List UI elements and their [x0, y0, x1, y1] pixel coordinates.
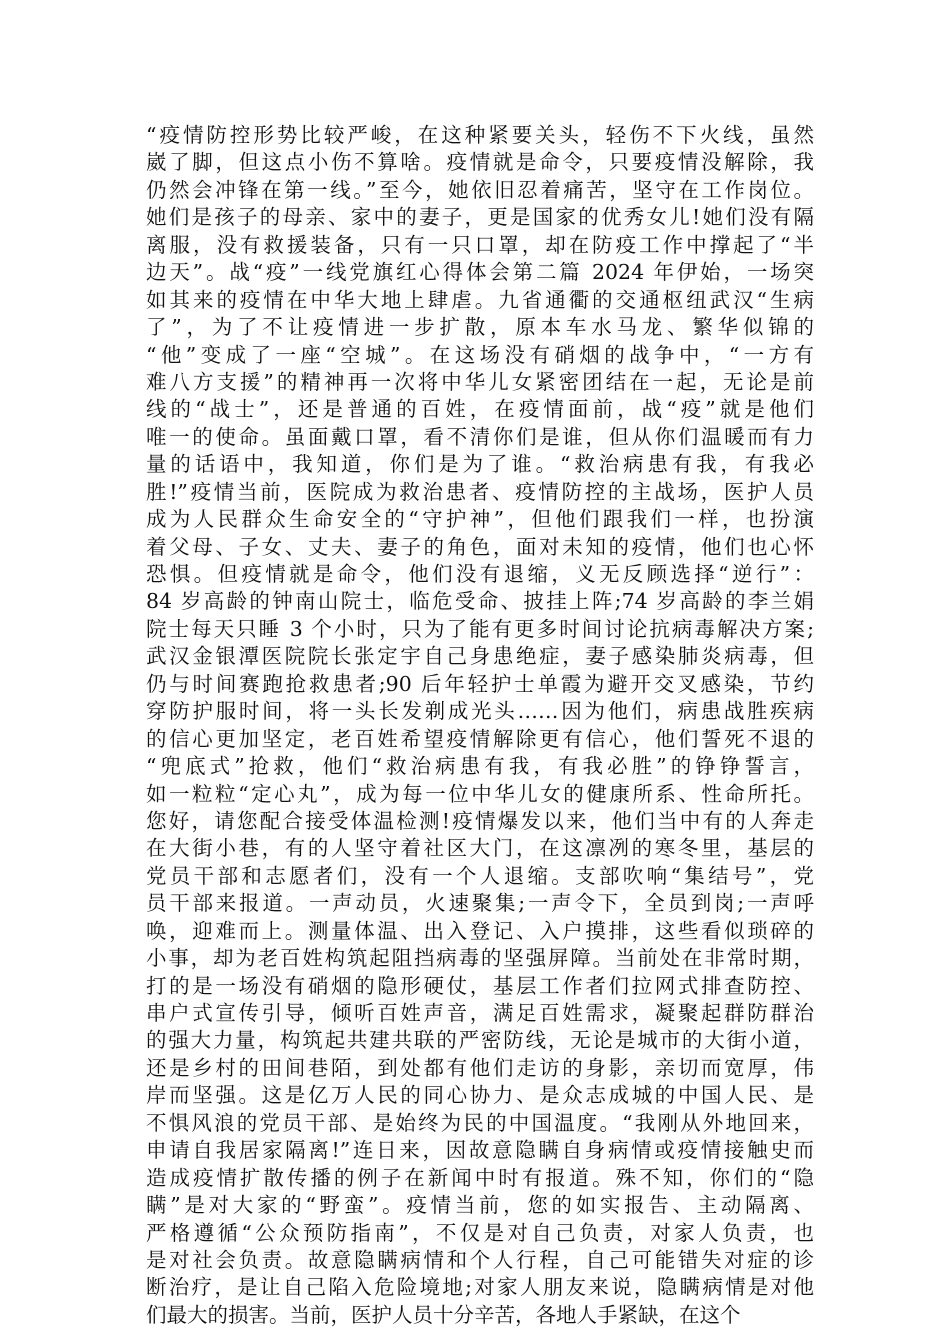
text-line: 员干部来报道。一声动员，火速聚集;一声令下，全员到岗;一声呼 [146, 891, 814, 916]
text-line: 打的是一场没有硝烟的隐形硬仗，基层工作者们拉网式排查防控、 [146, 973, 814, 998]
text-line: 岸而坚强。这是亿万人民的同心协力、是众志成城的中国人民、是 [146, 1083, 814, 1108]
text-line: “他”变成了一座“空城”。在这场没有硝烟的战争中，“一方有 [146, 342, 814, 367]
text-line: 恐惧。但疫情就是命令，他们没有退缩，义无反顾选择“逆行”： [146, 562, 814, 586]
text-line: 院士每天只睡 3 个小时，只为了能有更多时间讨论抗病毒解决方案; [146, 616, 814, 641]
text-line: 唤，迎难而上。测量体温、出入登记、入户摸排，这些看似琐碎的 [146, 918, 814, 943]
text-line: 串户式宣传引导，倾听百姓声音，满足百姓需求，凝聚起群防群治 [146, 1001, 814, 1025]
text-line: 难八方支援”的精神再一次将中华儿女紧密团结在一起，无论是前 [146, 369, 814, 394]
text-line: “疫情防控形势比较严峻，在这种紧要关头，轻伤不下火线，虽然 [146, 123, 814, 147]
text-line: 如一粒粒“定心丸”，成为每一位中华儿女的健康所系、性命所托。 [146, 781, 814, 806]
text-line: 仍与时间赛跑抢救患者;90 后年轻护士单霞为避开交叉感染，节约 [146, 671, 814, 696]
text-line: 84 岁高龄的钟南山院士，临危受命、披挂上阵;74 岁高龄的李兰娟 [146, 589, 814, 614]
text-line: 穿防护服时间，将一头长发剃成光头……因为他们，病患战胜疾病 [146, 699, 814, 724]
text-line: 崴了脚，但这点小伤不算啥。疫情就是命令，只要疫情没解除，我 [146, 150, 814, 175]
text-line: 线的“战士”，还是普通的百姓，在疫情面前，战“疫”就是他们 [146, 397, 814, 422]
text-line: 不惧风浪的党员干部、是始终为民的中国温度。“我刚从外地回来， [146, 1110, 814, 1135]
text-line: 成为人民群众生命安全的“守护神”，但他们跟我们一样，也扮演 [146, 507, 814, 532]
text-line: “兜底式”抢救，他们“救治病患有我，有我必胜”的铮铮誓言， [146, 754, 814, 779]
text-line: 您好，请您配合接受体温检测!疫情爆发以来，他们当中有的人奔走 [146, 808, 814, 833]
text-line: 边天”。战“疫”一线党旗红心得体会第二篇 2024 年伊始，一场突 [146, 260, 814, 285]
text-line: 仍然会冲锋在第一线。”至今，她依旧忍着痛苦，坚守在工作岗位。 [146, 177, 814, 202]
text-line: 如其来的疫情在中华大地上肆虐。九省通衢的交通枢纽武汉“生病 [146, 287, 814, 312]
text-line: 着父母、子女、丈夫、妻子的角色，面对未知的疫情，他们也心怀 [146, 534, 814, 559]
text-line: 唯一的使命。虽面戴口罩，看不清你们是谁，但从你们温暖而有力 [146, 424, 814, 449]
body-text [146, 122, 814, 1329]
text-line: 断治疗，是让自己陷入危险境地;对家人朋友来说，隐瞒病情是对他 [146, 1275, 814, 1300]
text-line: 在大街小巷，有的人坚守着社区大门，在这凛冽的寒冬里，基层的 [146, 836, 814, 861]
text-line: 量的话语中，我知道，你们是为了谁。“救治病患有我，有我必 [146, 452, 814, 477]
text-line: 的强大力量，构筑起共建共联的严密防线，无论是城市的大街小道， [146, 1028, 814, 1053]
text-line: 她们是孩子的母亲、家中的妻子，更是国家的优秀女儿!她们没有隔 [146, 205, 814, 230]
text-line: 了”，为了不让疫情进一步扩散，原本车水马龙、繁华似锦的 [146, 315, 814, 340]
text-line: 申请自我居家隔离!”连日来，因故意隐瞒自身病情或疫情接触史而 [146, 1138, 814, 1163]
text-line: 党员干部和志愿者们，没有一个人退缩。支部吹响“集结号”，党 [146, 863, 814, 888]
text-line: 们最大的损害。当前，医护人员十分辛苦，各地人手紧缺，在这个 [146, 1302, 741, 1327]
text-line: 瞒”是对大家的“野蛮”。疫情当前，您的如实报告、主动隔离、 [146, 1193, 814, 1218]
text-line: 是对社会负责。故意隐瞒病情和个人行程，自己可能错失对症的诊 [146, 1247, 814, 1272]
text-line: 的信心更加坚定，老百姓希望疫情解除更有信心，他们誓死不退的 [146, 726, 814, 751]
text-line: 离服，没有救援装备，只有一只口罩，却在防疫工作中撑起了“半 [146, 232, 814, 257]
text-line: 胜!”疫情当前，医院成为救治患者、疫情防控的主战场，医护人员 [146, 479, 814, 504]
text-line: 武汉金银潭医院院长张定宇自己身患绝症，妻子感染肺炎病毒，但 [146, 644, 814, 669]
text-line: 小事，却为老百姓构筑起阻挡病毒的坚强屏障。当前处在非常时期， [146, 946, 814, 971]
text-line: 造成疫情扩散传播的例子在新闻中时有报道。殊不知，你们的“隐 [146, 1165, 814, 1190]
text-line: 还是乡村的田间巷陌，到处都有他们走访的身影，亲切而宽厚，伟 [146, 1055, 814, 1080]
text-line: 严格遵循“公众预防指南”，不仅是对自己负责，对家人负责，也 [146, 1220, 814, 1245]
